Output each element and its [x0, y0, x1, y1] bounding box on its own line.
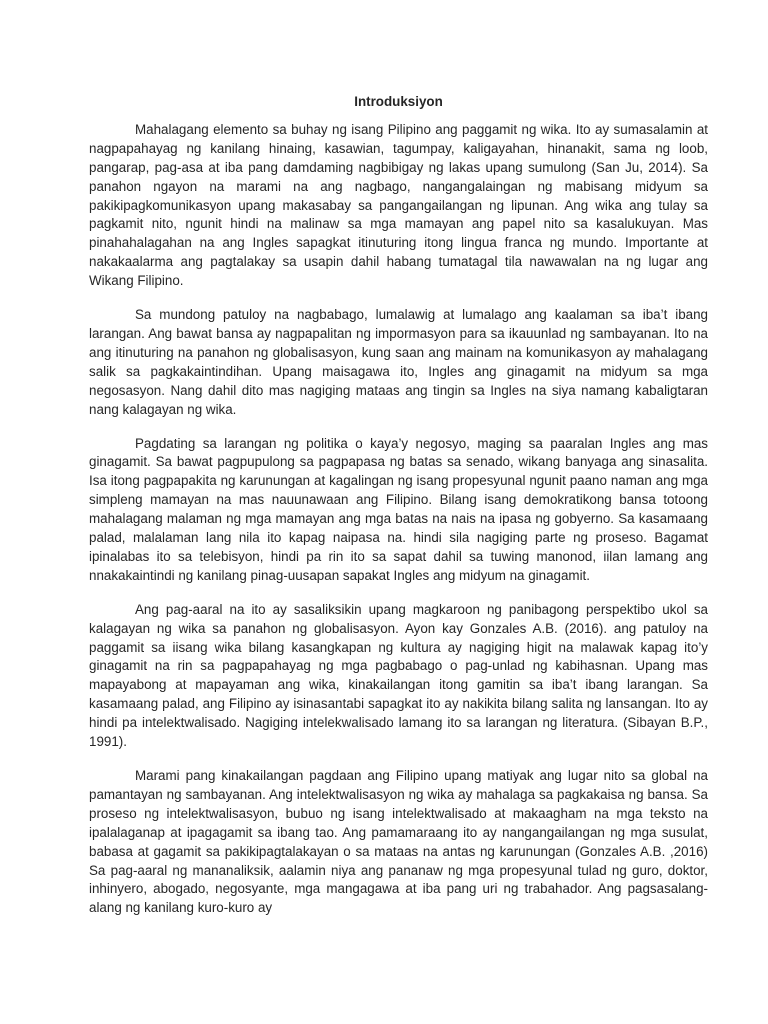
paragraph-2: Sa mundong patuloy na nagbabago, lumalawig at lumalago ang kaalaman sa iba’t ibang larangan. Ang bawat bansa ay nagpapalitan ng impormasyon para sa ikauunlad ng sambayanan. Ito na ang itinuturing na panahon ng globalisasyon, kung saan ang mainam na komunikasyon ay mahalagang salik sa pagkakaintindihan. Upang maisagawa ito, Ingles ang ginagamit na midyum sa mga negosasyon. Nang dahil dito mas nagiging mataas ang tingin sa Ingles na siya namang kabaligtaran nang kalagayan ng wika.	[89, 307, 708, 417]
document-title: Introduksiyon	[354, 94, 443, 109]
paragraph-3: Pagdating sa larangan ng politika o kaya’y negosyo, maging sa paaralan Ingles ang mas ginagamit. Sa bawat pagpupulong sa pagpapasa ng batas sa senado, wikang banyaga ang sinasalita. Isa itong pagpapakita ng karunungan at kagalingan ng isang propesyunal ngunit paano naman ang mga simpleng mamayan na mas nauunawaan ang Filipino. Bilang isang demokratikong bansa totoong mahalagang malaman ng mga mamayan ang mga batas na nais na ipasa ng gobyerno. Sa kasamaang palad, malalaman lang nila ito kapag naipasa na. hindi sila nagiging parte ng proseso. Bagamat ipinalabas ito sa telebisyon, hindi pa rin ito sa sapat dahil sa tuwing manonod, iilan lamang ang nnakakaintindi ng kanilang pinag-uusapan sapakat Ingles ang midyum na ginagamit.	[89, 435, 708, 583]
paragraph-5: Marami pang kinakailangan pagdaan ang Filipino upang matiyak ang lugar nito sa global na pamantayan ng sambayanan. Ang intelektwalisasyon ng wika ay mahalaga sa pagkakaisa ng bansa. Sa proseso ng intelektwalisasyon, bubuo ng isang intelektwalisado at makaagham na mga teksto na ipalalaganap at ipagagamit sa ibang tao. Ang pamamaraang ito ay nangangailangan ng mga susulat, babasa at gagamit sa pakikipagtalakayan o sa mataas na antas ng karunungan (Gonzales A.B. ,2016) Sa pag-aaral ng mananaliksik, aalamin niya ang pananaw ng mga propesyunal tulad ng guro, doktor, inhinyero, abogado, negosyante, mga mangagawa at iba pang uri ng trabahador. Ang pagsasalang-alang ng kanilang kuro-kuro ay	[89, 768, 708, 916]
paragraph-1: Mahalagang elemento sa buhay ng isang Pilipino ang paggamit ng wika. Ito ay sumasalamin at nagpapahayag ng kanilang hinaing, kasawian, tagumpay, kaligayahan, hinanakit, sama ng loob, pangarap, pag-asa at iba pang damdaming nagbibigay ng lakas upang sumulong (San Ju, 2014). Sa panahon ngayon na marami na ang nagbago, nangangalaingan ng mabisang midyum sa pakikipagkomunikasyon upang makasabay sa pangangailangan ng lipunan. Ang wika ang tulay sa pagkamit nito, ngunit hindi na malinaw sa mga mamayan ang papel nito sa kasalukuyan. Mas pinahahalagahan na ang Ingles sapagkat itinuturing itong lingua franca ng mundo. Importante at nakakaalarma ang pagtalakay sa usapin dahil habang tumatagal tila nawawalan na ng lugar ang Wikang Filipino.	[89, 121, 708, 289]
paragraph-4: Ang pag-aaral na ito ay sasaliksikin upang magkaroon ng panibagong perspektibo ukol sa kalagayan ng wika sa panahon ng globalisasyon. Ayon kay Gonzales A.B. (2016). ang patuloy na paggamit sa iisang wika bilang kasangkapan ng kultura ay nagiging higit na malawak kapag ito’y ginagamit na rin sa pagpapahayag ng mga pagbabago o pag-unlad ng kabihasnan. Upang mas mapayabong at mapayaman ang wika, kinakailangan itong gamitin sa iba’t ibang larangan. Sa kasamaang palad, ang Filipino ay isinasantabi sapagkat ito ay nakikita bilang salita ng lansangan. Ito ay hindi pa intelektwalisado. Nagiging intelekwalisado lamang ito sa larangan ng literatura. (Sibayan B.P., 1991).	[89, 601, 708, 750]
